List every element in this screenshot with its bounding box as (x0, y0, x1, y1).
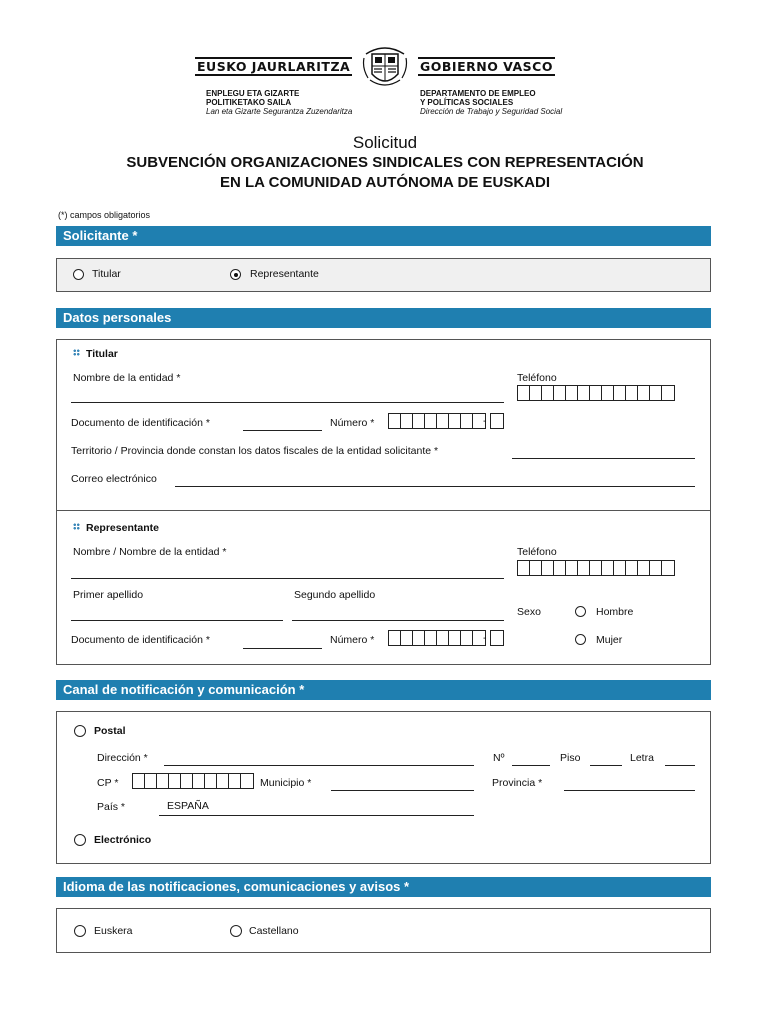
input-numero-letra-rep[interactable] (490, 630, 504, 646)
radio-castellano[interactable] (230, 925, 242, 937)
logo-left-text: EUSKO JAURLARITZA (197, 59, 351, 74)
input-numero-rep[interactable] (388, 630, 486, 646)
label-documento-titular: Documento de identificación * (71, 417, 210, 429)
coat-of-arms-icon (360, 44, 410, 90)
label-sexo: Sexo (517, 606, 541, 618)
input-territorio[interactable] (512, 458, 695, 459)
input-correo[interactable] (175, 486, 695, 487)
solicitante-box (56, 258, 711, 292)
canal-box (56, 711, 711, 864)
input-provincia[interactable] (564, 790, 695, 791)
label-segundo-apellido: Segundo apellido (294, 589, 376, 601)
label-numero-rep: Número * (330, 634, 375, 646)
numero-dash: - (483, 632, 487, 644)
radio-representante[interactable] (230, 269, 241, 280)
label-direccion: Dirección * (97, 752, 148, 764)
input-piso[interactable] (590, 765, 622, 766)
label-castellano: Castellano (249, 925, 299, 937)
label-titular: Titular (92, 268, 121, 280)
label-primer-apellido: Primer apellido (73, 589, 144, 601)
section-solicitante: Solicitante * (56, 226, 711, 246)
radio-euskera[interactable] (74, 925, 86, 937)
input-numero-letra-titular[interactable] (490, 413, 504, 429)
label-pais: País * (97, 801, 126, 813)
label-piso: Piso (560, 752, 581, 764)
input-primer-apellido[interactable] (71, 620, 283, 621)
input-pais-value[interactable]: ESPAÑA (167, 800, 209, 812)
dept-right-1: DEPARTAMENTO DE EMPLEO (420, 89, 536, 98)
form-kind: Solicitud (352, 133, 418, 152)
titular-heading: Titular (73, 348, 118, 360)
input-nombre-rep[interactable] (71, 578, 504, 579)
input-telefono-rep[interactable] (517, 560, 675, 576)
label-documento-rep: Documento de identificación * (71, 634, 210, 646)
label-municipio: Municipio * (260, 777, 312, 789)
label-nombre-entidad: Nombre de la entidad * (73, 372, 181, 384)
label-numero-titular: Número * (330, 417, 375, 429)
input-documento-titular[interactable] (243, 430, 322, 431)
label-telefono-rep: Teléfono (517, 546, 557, 558)
label-nombre-rep: Nombre / Nombre de la entidad * (73, 546, 227, 558)
input-pais[interactable] (159, 815, 474, 816)
dept-right-2: Y POLÍTICAS SOCIALES (420, 98, 514, 107)
input-telefono-titular[interactable] (517, 385, 675, 401)
label-euskera: Euskera (94, 925, 133, 937)
radio-postal[interactable] (74, 725, 86, 737)
logo-right-text: GOBIERNO VASCO (420, 59, 553, 74)
input-nombre-entidad[interactable] (71, 402, 504, 403)
form-title-line1: SUBVENCIÓN ORGANIZACIONES SINDICALES CON REPRESENTACIÓN (126, 154, 644, 171)
radio-mujer[interactable] (575, 634, 586, 645)
section-idioma: Idioma de las notificaciones, comunicaciones y avisos * (56, 877, 711, 897)
input-direccion[interactable] (164, 765, 474, 766)
input-cp[interactable] (132, 773, 254, 789)
input-letra[interactable] (665, 765, 695, 766)
radio-hombre[interactable] (575, 606, 586, 617)
label-provincia: Provincia * (492, 777, 543, 789)
input-segundo-apellido[interactable] (292, 620, 504, 621)
form-title-line2: EN LA COMUNIDAD AUTÓNOMA DE EUSKADI (220, 174, 550, 191)
label-hombre: Hombre (596, 606, 634, 618)
label-letra: Letra (630, 752, 654, 764)
label-territorio: Territorio / Provincia donde constan los datos fiscales de la entidad solicitante * (71, 445, 439, 457)
dept-right-3: Dirección de Trabajo y Seguridad Social (420, 107, 563, 116)
required-note: (*) campos obligatorios (58, 210, 151, 220)
datos-box (56, 339, 711, 665)
label-telefono-titular: Teléfono (517, 372, 557, 384)
numero-dash: - (483, 415, 487, 427)
input-numero-titular[interactable] (388, 413, 486, 429)
radio-titular[interactable] (73, 269, 84, 280)
label-num: Nº (493, 752, 505, 764)
dept-left-1: ENPLEGU ETA GIZARTE (206, 89, 300, 98)
label-postal: Postal (94, 725, 126, 737)
dept-left-3: Lan eta Gizarte Segurantza Zuzendaritza (206, 107, 353, 116)
label-representante: Representante (250, 268, 319, 280)
idioma-box (56, 908, 711, 953)
bullet-icon (73, 349, 80, 356)
label-cp: CP * (97, 777, 119, 789)
bullet-icon (73, 523, 80, 530)
input-municipio[interactable] (331, 790, 474, 791)
section-canal: Canal de notificación y comunicación * (56, 680, 711, 700)
input-documento-rep[interactable] (243, 648, 322, 649)
label-mujer: Mujer (596, 634, 623, 646)
divider (57, 510, 710, 511)
dept-left-2: POLITIKETAKO SAILA (206, 98, 292, 107)
input-num[interactable] (512, 765, 550, 766)
radio-electronico[interactable] (74, 834, 86, 846)
label-correo: Correo electrónico (71, 473, 157, 485)
representante-heading: Representante (73, 522, 159, 534)
section-datos-personales: Datos personales (56, 308, 711, 328)
label-electronico: Electrónico (94, 834, 152, 846)
